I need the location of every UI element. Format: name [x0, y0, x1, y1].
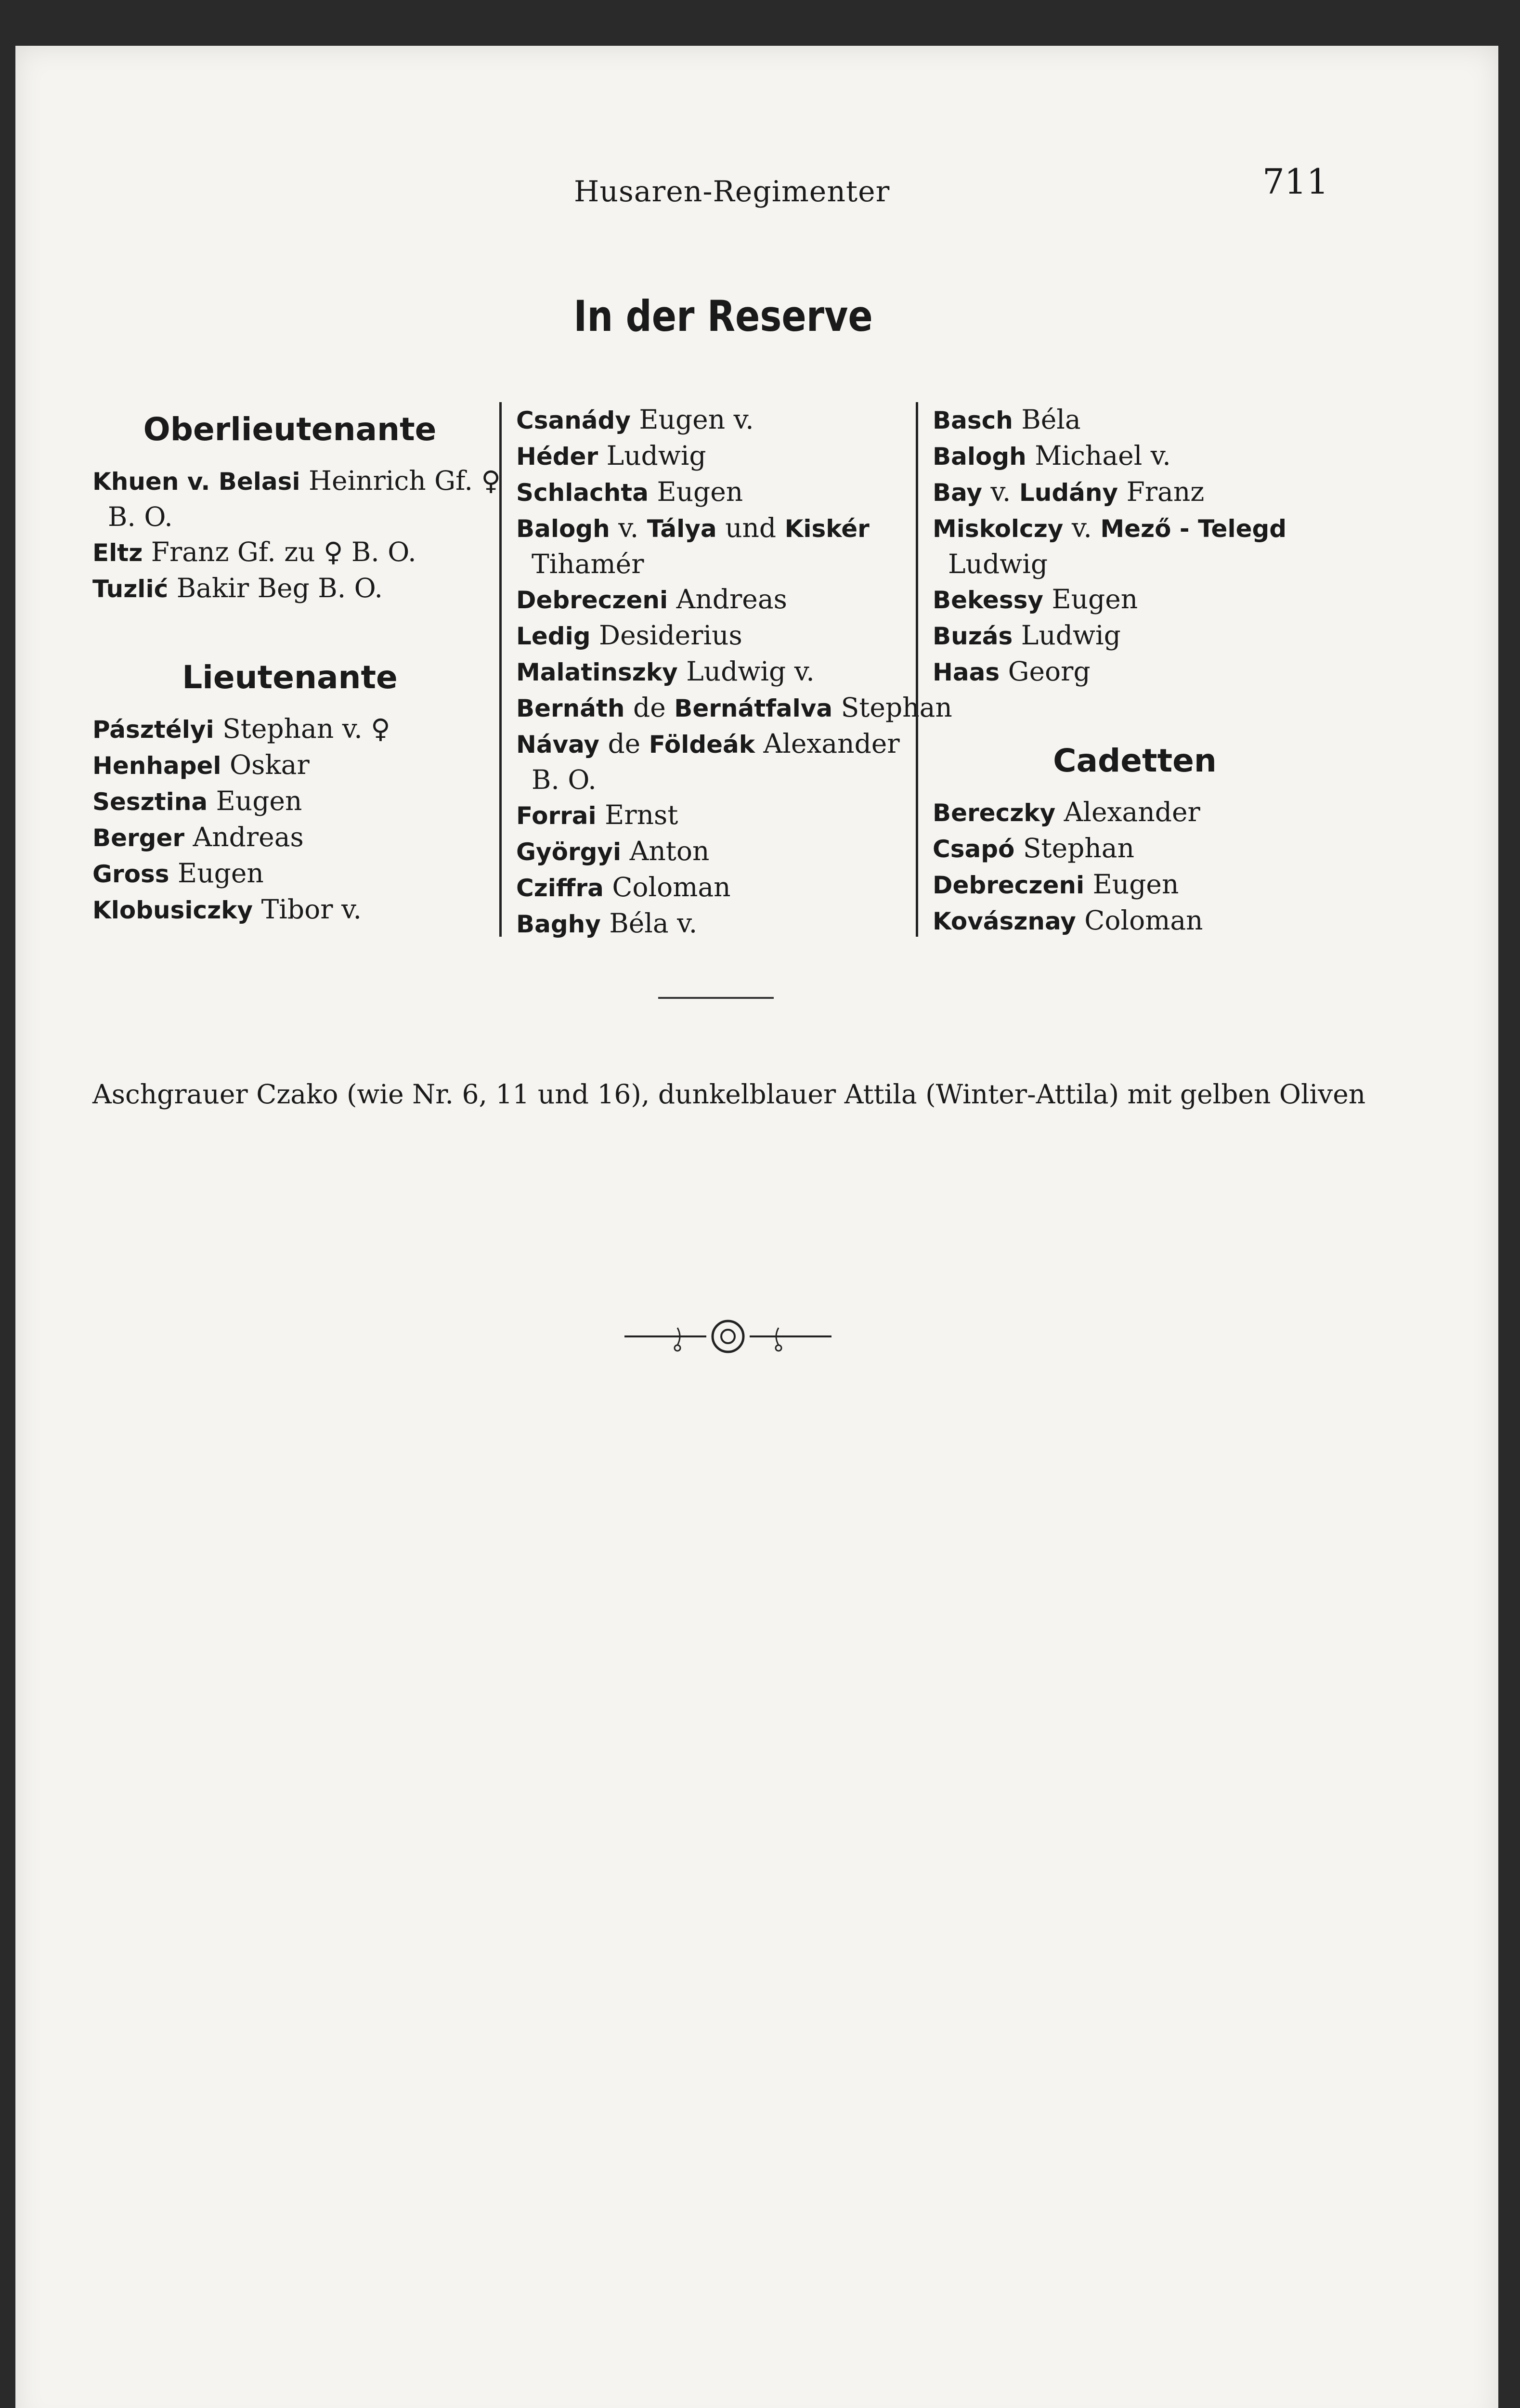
given-name: Andreas [184, 822, 304, 852]
surname: Sesztina [92, 788, 208, 816]
surname: Klobusiczky [92, 896, 253, 924]
chamberlain-key-icon: ♀ [481, 465, 501, 496]
list-item [933, 654, 1337, 690]
given-name: Ernst [596, 799, 678, 830]
given-name: und [716, 512, 785, 543]
surname: Khuen v. Belasi [92, 468, 300, 496]
given-name: v. [1063, 512, 1101, 543]
given-name: Stephan [832, 692, 952, 723]
surname: Forrai [516, 802, 597, 830]
surname: Cziffra [516, 874, 604, 902]
surname: Basch [933, 406, 1013, 434]
list-item [516, 402, 925, 438]
list-item [516, 654, 925, 690]
surname: Henhapel [92, 752, 221, 780]
given-name: Eugen v. [630, 404, 754, 435]
section-divider [658, 997, 774, 999]
given-name: de [599, 728, 649, 759]
chamberlain-key-icon: ♀ [324, 537, 343, 567]
list-item [92, 463, 501, 499]
given-name: Michael v. [1026, 440, 1171, 471]
given-name: B. O. [108, 501, 173, 532]
surname: Pásztélyi [92, 716, 214, 744]
surname: Návay [516, 731, 599, 759]
given-name: Tibor v. [253, 894, 362, 925]
list-item [92, 535, 487, 571]
given-name: Béla v. [600, 908, 698, 939]
given-name: Eugen [1084, 869, 1179, 900]
surname: Bernátfalva [674, 694, 833, 722]
list-item [92, 784, 487, 820]
surname: Buzás [933, 622, 1013, 650]
surname: Földeák [649, 731, 755, 759]
column-3 [916, 402, 1337, 937]
list-item [516, 582, 925, 618]
list-item [516, 798, 925, 834]
given-name: Anton [621, 836, 710, 866]
column-2 [499, 402, 952, 939]
surname: Ledig [516, 622, 591, 650]
surname: Héder [516, 443, 598, 471]
surname: Bay [933, 479, 982, 507]
surname: Bernáth [516, 694, 625, 722]
list-item [516, 870, 925, 906]
surname: Debreczeni [933, 871, 1085, 899]
surname: Miskolczy [933, 515, 1064, 543]
surname: Tálya [647, 515, 717, 543]
surname: Kovásznay [933, 907, 1076, 935]
list-item [516, 510, 925, 547]
surname: Csanády [516, 406, 631, 434]
list-item [516, 726, 925, 762]
given-name: Béla [1013, 404, 1081, 435]
list-item [933, 402, 1337, 438]
list-item [933, 474, 1337, 510]
list-item [92, 711, 487, 747]
given-name: Stephan [1014, 833, 1134, 864]
surname: Haas [933, 658, 1000, 686]
surname: Debreczeni [516, 586, 668, 614]
list-item [516, 762, 925, 798]
given-name: Alexander [755, 728, 900, 759]
given-name: Eugen [208, 785, 302, 816]
list-item [516, 547, 925, 582]
chamberlain-key-icon: ♀ [371, 713, 390, 744]
given-name: Ludwig [1013, 620, 1121, 651]
surname: Bereczky [933, 799, 1056, 827]
running-title: Husaren-Regimenter [574, 175, 890, 209]
given-name: Coloman [1076, 905, 1203, 936]
given-name: Franz [1118, 476, 1205, 507]
rank-heading: Lieutenante [182, 659, 398, 696]
surname: Baghy [516, 910, 601, 938]
rank-heading: Cadetten [1053, 742, 1217, 779]
list-item [516, 906, 925, 942]
column-1 [92, 402, 501, 928]
book-page [15, 46, 1498, 2408]
given-name: Eugen [169, 858, 264, 889]
list-item [92, 892, 487, 928]
given-name: Andreas [668, 584, 787, 615]
surname: Mező - Telegd [1100, 515, 1287, 543]
given-name: v. [610, 512, 647, 543]
given-name: Eugen [1043, 584, 1138, 615]
list-item [516, 690, 952, 726]
surname: Berger [92, 824, 185, 852]
given-name: Ludwig v. [677, 656, 815, 687]
page-number: 711 [1262, 161, 1329, 202]
given-name: Alexander [1055, 797, 1200, 827]
given-name: de [624, 692, 675, 723]
given-name: Stephan v. [214, 713, 371, 744]
surname: Eltz [92, 539, 143, 567]
list-item [933, 903, 1337, 939]
given-name: Desiderius [590, 620, 742, 651]
surname: Bekessy [933, 586, 1043, 614]
given-name: Bakir Beg B. O. [168, 573, 383, 603]
section-heading: In der Reserve [573, 291, 873, 341]
given-name: Tihamér [532, 549, 644, 579]
list-item [92, 571, 487, 607]
given-name: v. [982, 476, 1019, 507]
surname: Kiskér [784, 515, 870, 543]
given-name: B. O. [343, 537, 416, 567]
list-item [92, 820, 487, 856]
list-item [933, 510, 1337, 547]
surname: Balogh [933, 443, 1026, 471]
list-item [516, 438, 925, 474]
surname: Malatinszky [516, 658, 678, 686]
list-item [933, 438, 1337, 474]
list-item [516, 474, 925, 510]
given-name: B. O. [532, 764, 597, 795]
uniform-description: Aschgrauer Czako (wie Nr. 6, 11 und 16), dunkelblauer Attila (Winter-Attila) mit gelben Oliven [92, 1079, 1366, 1110]
surname: Györgyi [516, 838, 622, 866]
given-name: Coloman [603, 872, 731, 903]
surname: Tuzlić [92, 575, 169, 603]
list-item [933, 867, 1337, 903]
list-item [933, 582, 1337, 618]
list-item [933, 831, 1337, 867]
surname: Balogh [516, 515, 610, 543]
list-item [516, 834, 925, 870]
given-name: Eugen [649, 476, 743, 507]
list-item [933, 547, 1337, 582]
list-item [933, 795, 1337, 831]
ornament-icon [624, 1317, 831, 1356]
surname: Gross [92, 860, 169, 888]
list-item [92, 499, 487, 535]
given-name: Franz Gf. zu [143, 537, 324, 567]
list-item [516, 618, 925, 654]
rank-heading: Oberlieutenante [143, 411, 437, 448]
given-name: Heinrich Gf. [300, 465, 481, 496]
list-item [933, 618, 1337, 654]
list-item [92, 856, 487, 892]
surname: Schlachta [516, 479, 649, 507]
given-name: Ludwig [948, 549, 1048, 579]
given-name: Georg [1000, 656, 1091, 687]
list-item [92, 747, 487, 784]
given-name: Ludwig [598, 440, 706, 471]
surname: Csapó [933, 835, 1015, 863]
surname: Ludány [1019, 479, 1118, 507]
given-name: Oskar [221, 749, 310, 780]
